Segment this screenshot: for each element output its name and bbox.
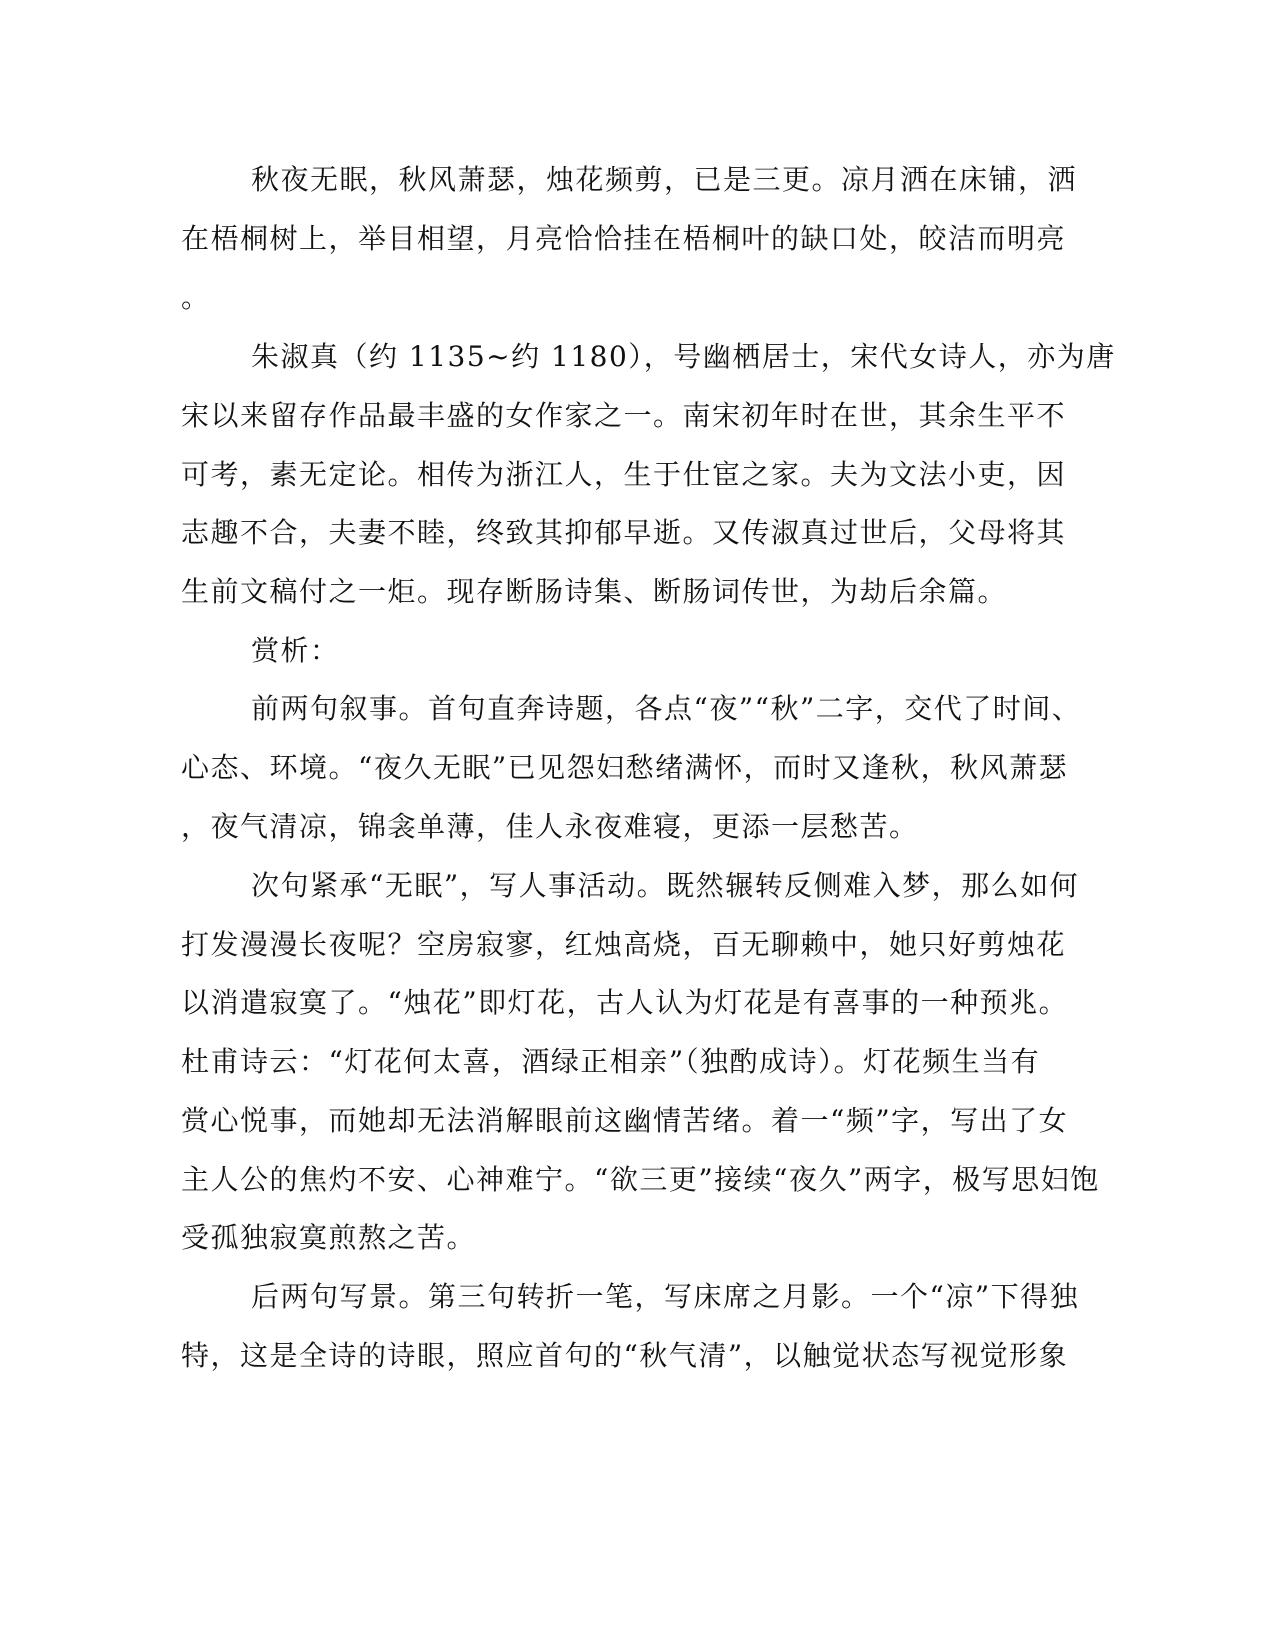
text-line: 受孤独寂寞煎熬之苦。 [181, 1221, 477, 1254]
text-line: 杜甫诗云：“灯花何太喜，酒绿正相亲”（独酌成诗）。灯花频生当有 [181, 1045, 1041, 1078]
text-line: 在梧桐树上，举目相望，月亮恰恰挂在梧桐叶的缺口处，皎洁而明亮 [181, 222, 1067, 255]
text-line: 次句紧承“无眠”，写人事活动。既然辗转反侧难入梦，那么如何 [251, 869, 1080, 902]
text-line: 秋夜无眠，秋风萧瑟，烛花频剪，已是三更。凉月洒在床铺，洒 [251, 163, 1078, 196]
text-line: 特，这是全诗的诗眼，照应首句的“秋气清”，以触觉状态写视觉形象 [181, 1339, 1069, 1372]
text-line: 宋以来留存作品最丰盛的女作家之一。南宋初年时在世，其余生平不 [181, 399, 1067, 432]
text-line: 以消遣寂寞了。“烛花”即灯花，古人认为灯花是有喜事的一种预兆。 [181, 986, 1069, 1019]
text-line: 心态、环境。“夜久无眠”已见怨妇愁绪满怀，而时又逢秋，秋风萧瑟 [181, 751, 1069, 784]
text-line: 打发漫漫长夜呢？空房寂寥，红烛高烧，百无聊赖中，她只好剪烛花 [181, 928, 1067, 961]
text-line: 赏心悦事，而她却无法消解眼前这幽情苦绪。着一“频”字，写出了女 [181, 1104, 1069, 1137]
text-line: 前两句叙事。首句直奔诗题，各点“夜”“秋”二字，交代了时间、 [251, 692, 1082, 725]
text-line: 主人公的焦灼不安、心神难宁。“欲三更”接续“夜久”两字，极写思妇饱 [181, 1163, 1100, 1196]
text-line: 志趣不合，夫妻不睦，终致其抑郁早逝。又传淑真过世后，父母将其 [181, 516, 1067, 549]
section-heading: 赏析： [251, 634, 340, 667]
text-line: 。 [181, 281, 211, 314]
text-line: ，夜气清凉，锦衾单薄，佳人永夜难寝，更添一层愁苦。 [181, 810, 919, 843]
text-line: 可考，素无定论。相传为浙江人，生于仕宦之家。夫为文法小吏，因 [181, 458, 1067, 491]
text-line: 后两句写景。第三句转折一笔，写床席之月影。一个“凉”下得独 [251, 1280, 1080, 1313]
text-line: 朱淑真（约 1135~约 1180），号幽栖居士，宋代女诗人，亦为唐 [251, 340, 1116, 373]
text-line: 生前文稿付之一炬。现存断肠诗集、断肠词传世，为劫后余篇。 [181, 575, 1008, 608]
